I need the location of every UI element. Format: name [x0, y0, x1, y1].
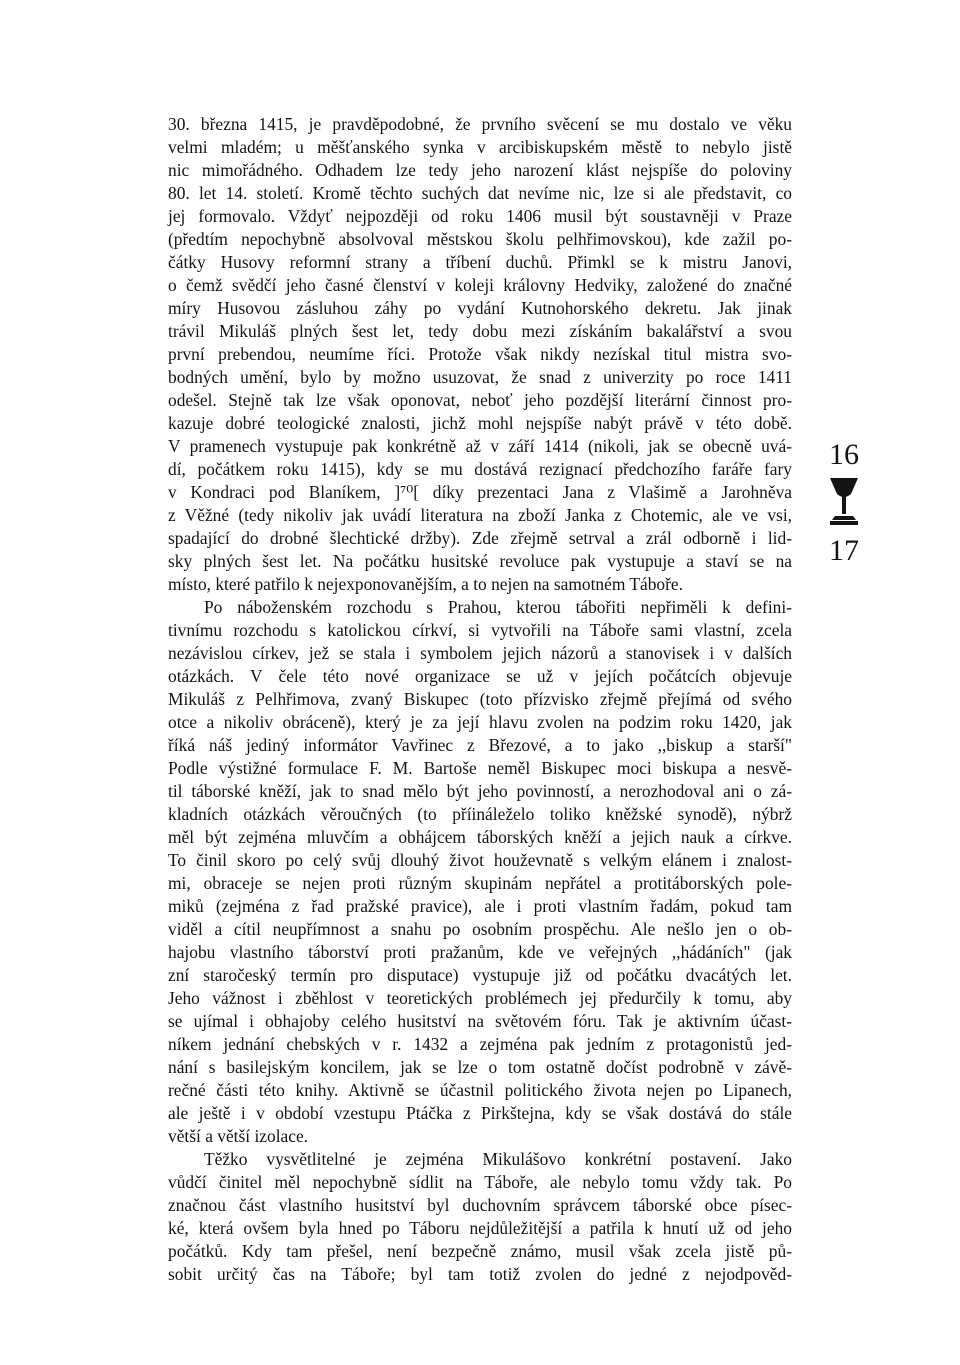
- text-line: kazuje dobré teologické znalosti, jichž mohl nejspíše nabýt právě v této době.: [168, 413, 792, 433]
- text-line: místo, které patřilo k nejexponovanějším, a to nejen na samotném Táboře.: [168, 574, 683, 594]
- text-line: 80. let 14. století. Kromě těchto suchých dat nevíme nic, lze si ale představit, co: [168, 183, 792, 203]
- text-line: Těžko vysvětlitelné je zejména Mikulášovo konkrétní postavení. Jako: [204, 1149, 792, 1169]
- text-line: rečné části této knihy. Aktivně se účastnil politického života nejen po Lipanech,: [168, 1080, 792, 1100]
- text-line: viděl a cítil neupřímnost a snahu po osobním prospěchu. Ale nešlo jen o ob-: [168, 919, 792, 939]
- text-line: spadající do drobné šlechtické držby). Zde zřejmě setrval a zrál odborně i lid-: [168, 528, 792, 548]
- text-line: Podle výstižné formulace F. M. Bartoše neměl Biskupec moci biskupa a nesvě-: [168, 758, 792, 778]
- text-line: nic mimořádného. Odhadem lze tedy jeho narození klást nejspíše do poloviny: [168, 160, 792, 180]
- text-line: miků (zejména z řad pražské pravice), ale i proti vlastním řadám, pokud tam: [168, 896, 792, 916]
- text-line: odešel. Stejně tak lze však oponovat, neboť jeho pozdější literární činnost pro-: [168, 390, 792, 410]
- page-number-left: 16: [829, 438, 859, 471]
- text-line: trávil Mikuláš plných šest let, tedy dobu mezi získáním bakalářství a svou: [168, 321, 792, 341]
- text-line: větší a větší izolace.: [168, 1126, 309, 1146]
- text-line: bodných umění, bylo by možno usuzovat, že snad z univerzity po roce 1411: [168, 367, 792, 387]
- text-line: ké, která ovšem byla hned po Táboru nejdůležitější a patřila k hnutí už od jeho: [168, 1218, 792, 1238]
- text-line: počátků. Kdy tam přešel, není bezpečně známo, musil však zcela jistě pů-: [168, 1241, 792, 1261]
- text-line: níkem jednání chebských v r. 1432 a zejména pak jedním z protagonistů jed-: [168, 1034, 792, 1054]
- text-line: míry Husovou zásluhou záhy po vydání Kutnohorského dekretu. Jak jinak: [168, 298, 792, 318]
- text-line: sobit určitý čas na Táboře; byl tam totiž zvolen do jedné z nejodpověd-: [168, 1264, 792, 1284]
- text-line: vůdčí činitel měl nepochybně sídlit na Táboře, ale nebylo tomu vždy tak. Po: [168, 1172, 792, 1192]
- text-line: To činil skoro po celý svůj dlouhý život houževnatě s velkým elánem i znalost-: [168, 850, 792, 870]
- text-line: (předtím nepochybně absolvoval městskou školu pelhřimovskou), kde zažil po-: [168, 229, 792, 249]
- text-line: se ujímal i obhajoby celého husitství na světovém fóru. Tak je aktivním účast-: [168, 1011, 792, 1031]
- text-line: zní staročeský termín pro disputace) vystupuje již od počátku dvacátých let.: [168, 965, 792, 985]
- text-line: V pramenech vystupuje pak konkrétně až v září 1414 (nikoli, jak se obecně uvá-: [168, 436, 792, 456]
- text-line: v Kondraci pod Blaníkem, ]⁷⁰[ díky prezentaci Jana z Vlašimě a Jarohněva: [168, 482, 792, 502]
- text-line: otázkách. V čele této nové organizace se už v jejích počátcích objevuje: [168, 666, 792, 686]
- text-line: ale ještě i v období vzestupu Ptáčka z Pirkštejna, kdy se však dostává do stále: [168, 1103, 792, 1123]
- text-line: měl být zejména mluvčím a obhájcem táborských kněží a jejich nauk a církve.: [168, 827, 792, 847]
- text-line: otce a nikoliv obráceně), který je za její hlavu zvolen na podzim roku 1420, jak: [168, 712, 792, 732]
- text-line: o čemž svědčí jeho časné členství v koleji královny Hedviky, založené do značné: [168, 275, 792, 295]
- text-line: 30. března 1415, je pravděpodobné, že prvního svěcení se mu dostalo ve věku: [168, 114, 792, 134]
- text-line: z Věžné (tedy nikoliv jak uvádí literatura na zboží Janka z Chotemic, ale ve vsi,: [168, 505, 792, 525]
- text-line: Mikuláš z Pelhřimova, zvaný Biskupec (toto přízvisko zřejmě přejímá od svého: [168, 689, 792, 709]
- text-line: til táborské kněží, jak to snad mělo být jeho povinností, a nerozhodoval ani o zá-: [168, 781, 792, 801]
- text-line: velmi mladém; u měšťanského synka v arcibiskupském městě to nebylo jistě: [168, 137, 792, 157]
- chalice-icon: [828, 476, 860, 530]
- text-line: nání s basilejským koncilem, jak se lze o tom ostatně dočíst podrobně v závě-: [168, 1057, 792, 1077]
- text-line: první prebendou, neumíme říci. Protože však nikdy nezískal titul mistra svo-: [168, 344, 792, 364]
- text-line: značnou část vlastního husitství byl duchovním správcem táborské obce písec-: [168, 1195, 792, 1215]
- page-number-marker: [818, 440, 870, 570]
- text-line: čátky Husovy reformní strany a tříbení duchů. Přimkl se k mistru Janovi,: [168, 252, 792, 272]
- text-line: hajobu vlastního táborství proti pražanům, kde ve veřejných ,,hádáních" (jak: [168, 942, 792, 962]
- text-line: dí, počátkem roku 1415), kdy se mu dostává rezignací předchozího faráře fary: [168, 459, 792, 479]
- text-line: mi, obraceje se nejen proti různým skupinám nepřátel a protitáborských pole-: [168, 873, 792, 893]
- page-body: [168, 113, 792, 1286]
- text-line: říká náš jediný informátor Vavřinec z Březové, a to jako ,,biskup a starší": [168, 735, 792, 755]
- text-line: nezávislou církev, jež se stala i symbolem jejich názorů a stanovisek i v dalších: [168, 643, 792, 663]
- text-line: jej formovalo. Vždyť nejpozději od roku 1406 musil být soustavněji v Praze: [168, 206, 792, 226]
- page-number-right: 17: [829, 534, 859, 567]
- text-line: Po náboženském rozchodu s Prahou, kterou tábořiti nepřiměli k defini-: [204, 597, 792, 617]
- text-line: Jeho vážnost i zběhlost v teoretických problémech jej předurčily k tomu, aby: [168, 988, 792, 1008]
- text-line: kladních otázkách věroučných (to příináleželo toliko kněžské synodě), nýbrž: [168, 804, 792, 824]
- text-line: tivnímu rozchodu s katolickou církví, si vytvořili na Táboře sami vlastní, zcela: [168, 620, 792, 640]
- text-line: sky plných šest let. Na počátku husitské revoluce pak vystupuje a staví se na: [168, 551, 792, 571]
